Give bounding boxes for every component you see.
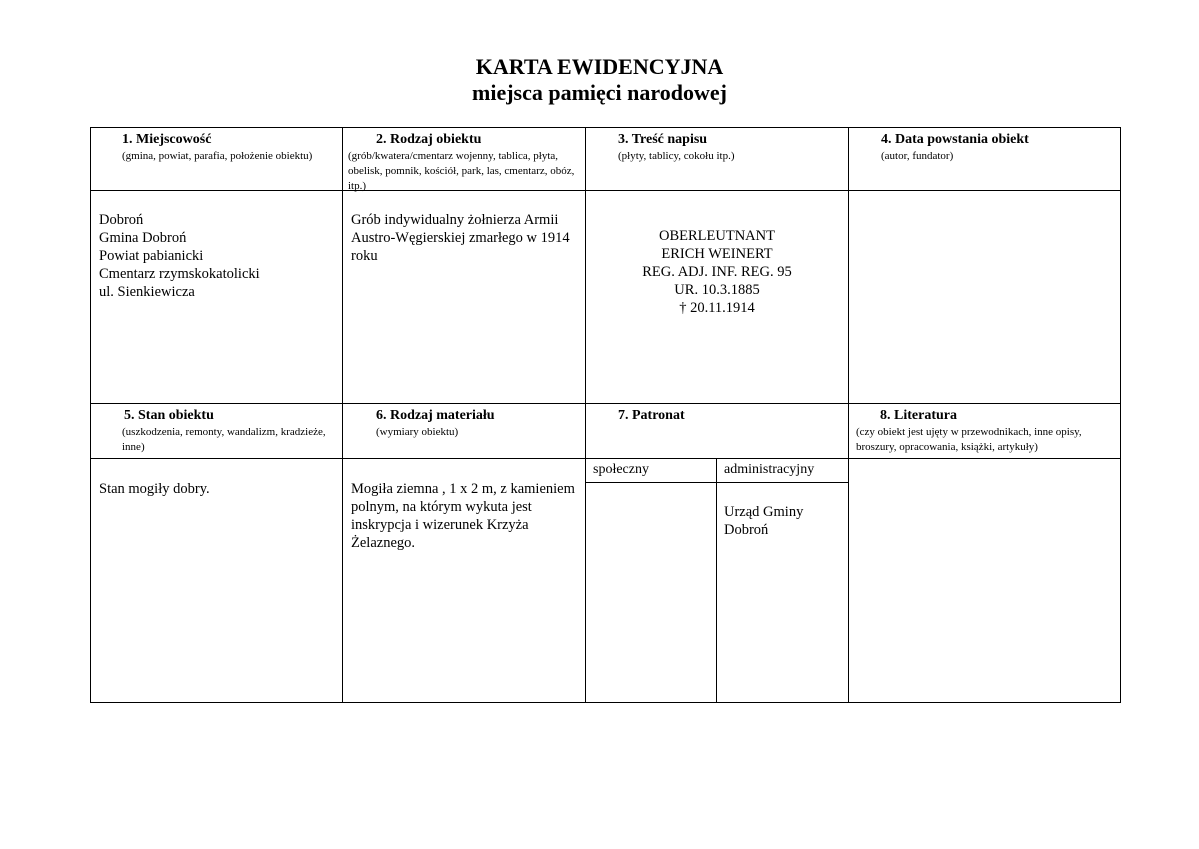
- header-rodzaj-materialu: [348, 407, 580, 440]
- patronat-administracyjny-value: [724, 503, 844, 539]
- patronat-administracyjny-line: Urząd Gminy: [724, 504, 804, 520]
- header-rodzaj-obiektu-hint: (grób/kwatera/cmentarz wojenny, tablica, płyta, obelisk, pomnik, kościół, park, las, cmentarz, obóz, itp.): [348, 150, 575, 192]
- inscription-line: REG. ADJ. INF. REG. 95: [642, 264, 792, 280]
- header-patronat-title: 7. Patronat: [618, 408, 685, 423]
- inscription-line: OBERLEUTNANT: [659, 228, 775, 244]
- header-rodzaj-materialu-hint: (wymiary obiektu): [376, 426, 459, 438]
- header-stan-obiektu: [96, 407, 336, 455]
- header-rodzaj-obiektu-title: 2. Rodzaj obiektu: [376, 132, 482, 147]
- tresc-napisu-value: [586, 227, 848, 317]
- inscription-line: UR. 10.3.1885: [674, 282, 760, 298]
- patronat-administracyjny-label: administracyjny: [724, 462, 815, 477]
- header-literatura: [852, 407, 1117, 455]
- patronat-administracyjny-line: Dobroń: [724, 522, 769, 538]
- miejscowosc-line: Gmina Dobroń: [99, 230, 187, 246]
- header-tresc-napisu: [618, 131, 843, 164]
- card-title: KARTA EWIDENCYJNA: [475, 54, 724, 79]
- header-miejscowosc-title: 1. Miejscowość: [122, 132, 212, 147]
- card-subtitle: miejsca pamięci narodowej: [472, 80, 727, 105]
- header-data-powstania-title: 4. Data powstania obiekt: [881, 132, 1029, 147]
- miejscowosc-line: Powiat pabianicki: [99, 248, 204, 264]
- miejscowosc-line: Cmentarz rzymskokatolicki: [99, 266, 260, 282]
- header-stan-obiektu-hint: (uszkodzenia, remonty, wandalizm, kradzieże, inne): [122, 426, 326, 453]
- header-tresc-napisu-hint: (płyty, tablicy, cokołu itp.): [618, 150, 735, 162]
- header-data-powstania: [881, 131, 1116, 164]
- header-rodzaj-materialu-title: 6. Rodzaj materiału: [376, 408, 495, 423]
- rodzaj-materialu-value: Mogiła ziemna , 1 x 2 m, z kamieniem polnym, na którym wykuta jest inskrypcja i wizerunek Krzyża Żelaznego.: [351, 481, 575, 551]
- stan-obiektu-value: Stan mogiły dobry.: [99, 481, 210, 497]
- inscription-line: ERICH WEINERT: [661, 246, 773, 262]
- header-miejscowosc: [122, 131, 334, 164]
- miejscowosc-value: [99, 211, 339, 301]
- patronat-spoleczny-label: społeczny: [593, 462, 649, 477]
- header-stan-obiektu-title: 5. Stan obiektu: [124, 408, 214, 423]
- inscription-line: † 20.11.1914: [679, 300, 755, 316]
- header-literatura-title: 8. Literatura: [880, 408, 957, 423]
- miejscowosc-line: Dobroń: [99, 212, 144, 228]
- header-literatura-hint: (czy obiekt jest ujęty w przewodnikach, inne opisy, broszury, opracowania, książki, artykuły): [856, 426, 1082, 453]
- rodzaj-obiektu-value: Grób indywidualny żołnierza Armii Austro-Węgierskiej zmarłego w 1914 roku: [351, 212, 570, 264]
- header-miejscowosc-hint: (gmina, powiat, parafia, położenie obiektu): [122, 150, 313, 162]
- header-tresc-napisu-title: 3. Treść napisu: [618, 132, 708, 147]
- header-data-powstania-hint: (autor, fundator): [881, 150, 954, 162]
- header-patronat: [618, 407, 843, 424]
- header-rodzaj-obiektu: [348, 131, 580, 194]
- miejscowosc-line: ul. Sienkiewicza: [99, 284, 195, 300]
